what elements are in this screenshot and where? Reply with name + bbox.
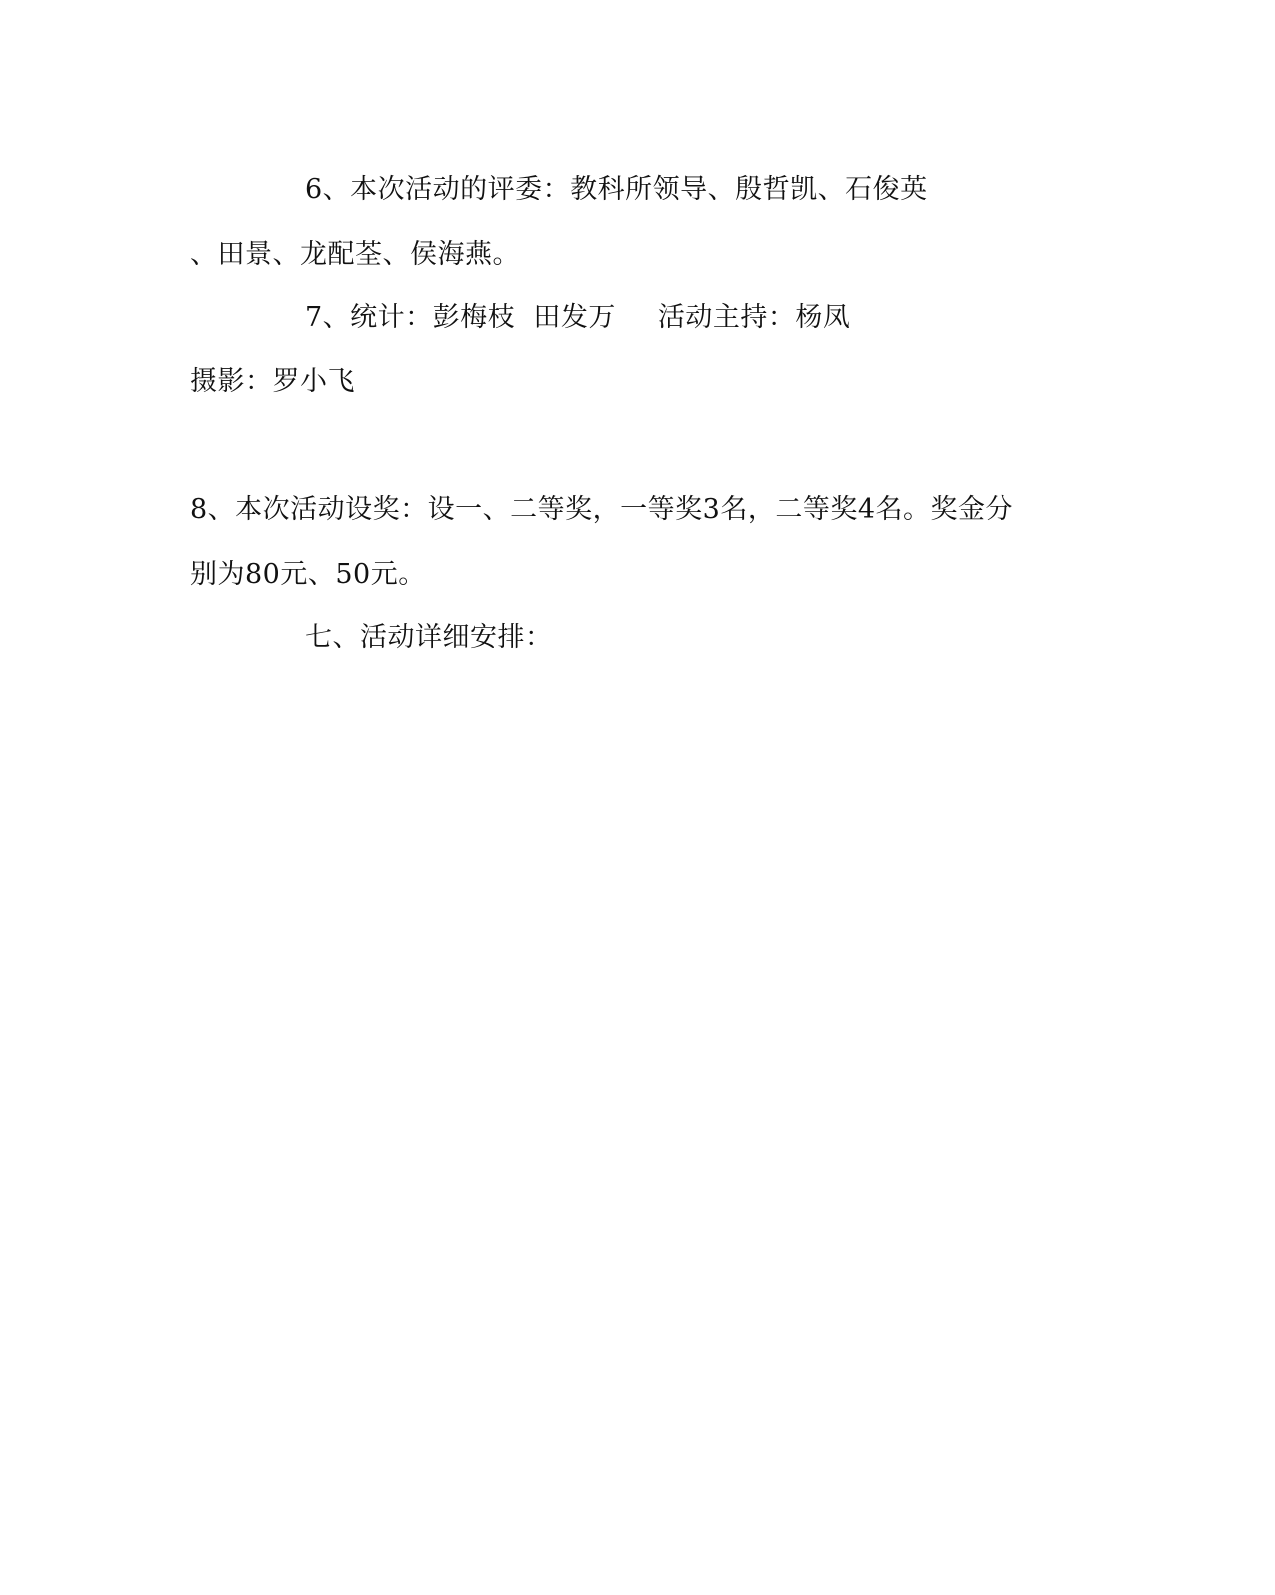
photography-line: 摄影：罗小飞 [190, 366, 355, 397]
section-7-heading: 七、活动详细安排： [305, 622, 553, 653]
item-6-judges-continued: 、田景、龙配荃、侯海燕。 [190, 239, 520, 270]
statistics-label: 7、统计：彭梅枝 田发万 [305, 302, 616, 333]
item-6-judges: 6、本次活动的评委：教科所领导、殷哲凯、石俊英 [305, 174, 928, 205]
item-8-awards: 8、本次活动设奖：设一、二等奖，一等奖3名，二等奖4名。奖金分 [190, 494, 1014, 525]
item-8-awards-continued: 别为80元、50元。 [190, 559, 426, 590]
host-label: 活动主持：杨凤 [657, 302, 851, 333]
item-7-staff [305, 298, 850, 338]
